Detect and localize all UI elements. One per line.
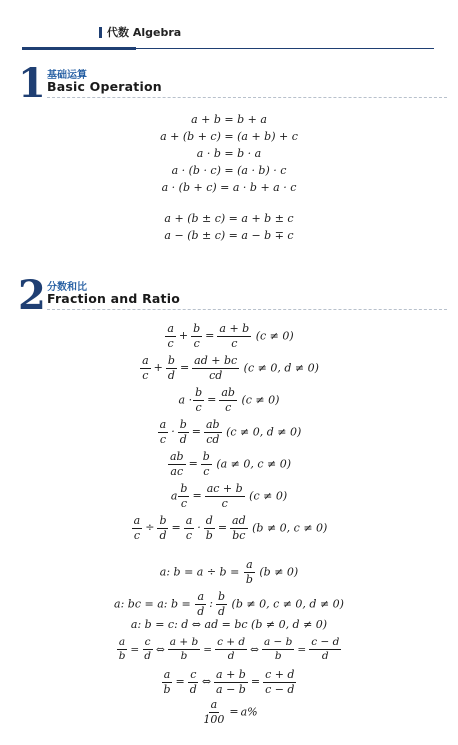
section-title-en: Fraction and Ratio bbox=[47, 291, 180, 306]
formula-commutative-add: a + b = b + a bbox=[191, 113, 267, 126]
section-divider bbox=[47, 309, 447, 310]
formula-proportion-properties: $\frac{a}{b}$ = $\frac{c}{d}$ ⇔ $\frac{a + b}{b}$ = $\frac{c + d}{d}$ ⇔ $\frac{a - b}{b}$ = $\frac{c - d}{d}$ bbox=[118, 636, 340, 663]
formula-minus-bracket: a − (b ± c) = a − b ∓ c bbox=[164, 229, 294, 242]
formula-fraction-reduce: $\frac{ab}{ac}$ = $\frac{b}{c}$ (a ≠ 0, c ≠ 0) bbox=[169, 450, 292, 478]
formula-plus-bracket: a + (b ± c) = a + b ± c bbox=[164, 212, 294, 225]
section-fraction-ratio bbox=[18, 272, 438, 319]
section-title-zh: 分数和比 bbox=[47, 282, 87, 293]
formula-associative-mul: a · (b · c) = (a · b) · c bbox=[171, 164, 287, 177]
section-number: 2 bbox=[18, 272, 46, 319]
header-marker bbox=[99, 27, 102, 38]
formula-distributive: a · (b + c) = a · b + a · c bbox=[161, 181, 297, 194]
formula-mixed-number: a $\frac{b}{c}$ = $\frac{ac + b}{c}$ (c ≠ 0) bbox=[170, 482, 288, 510]
formula-ratio-definition: a: b = a ÷ b = $\frac{a}{b}$ (b ≠ 0) bbox=[159, 558, 299, 586]
section-title-en: Basic Operation bbox=[47, 79, 162, 94]
formula-associative-add: a + (b + c) = (a + b) + c bbox=[160, 130, 298, 143]
formula-commutative-mul: a · b = b · a bbox=[196, 147, 262, 160]
formula-proportion: a: b = c: d ⇔ ad = bc (b ≠ 0, d ≠ 0) bbox=[130, 618, 328, 631]
section-number: 1 bbox=[18, 60, 46, 107]
formula-fraction-add: $\frac{a}{c}$ + $\frac{b}{d}$ = $\frac{ad + bc}{cd}$ (c ≠ 0, d ≠ 0) bbox=[142, 354, 319, 382]
section-basic-operation bbox=[18, 60, 438, 107]
header-rule bbox=[136, 48, 434, 49]
section-title-zh: 基础运算 bbox=[47, 70, 87, 81]
section-divider bbox=[47, 97, 447, 98]
formula-fraction-add-same: $\frac{a}{c}$ + $\frac{b}{c}$ = $\frac{a + b}{c}$ (c ≠ 0) bbox=[167, 322, 294, 350]
formula-ratio-division: a: bc = a: b = $\frac{a}{d}$ : $\frac{b}{d}$ (b ≠ 0, c ≠ 0, d ≠ 0) bbox=[114, 590, 344, 618]
formula-proportion-combined: $\frac{a}{b}$ = $\frac{c}{d}$ ⇔ $\frac{a + b}{a - b}$ = $\frac{c + d}{c - d}$ bbox=[163, 668, 295, 696]
formula-percent: $\frac{a}{100}$ = a% bbox=[203, 698, 258, 726]
formula-fraction-divide: $\frac{a}{c}$ ÷ $\frac{b}{d}$ = $\frac{a}{c}$ · $\frac{d}{b}$ = $\frac{ad}{bc}$ (b ≠ 0, c ≠ 0) bbox=[133, 514, 328, 542]
chapter-title: 代数 Algebra bbox=[107, 26, 182, 39]
header-rule-accent bbox=[22, 47, 136, 50]
formula-scalar-times-fraction: a · $\frac{b}{c}$ = $\frac{ab}{c}$ (c ≠ 0) bbox=[178, 386, 280, 414]
formula-fraction-multiply: $\frac{a}{c}$ · $\frac{b}{d}$ = $\frac{ab}{cd}$ (c ≠ 0, d ≠ 0) bbox=[159, 418, 302, 446]
chapter-header bbox=[99, 25, 181, 39]
